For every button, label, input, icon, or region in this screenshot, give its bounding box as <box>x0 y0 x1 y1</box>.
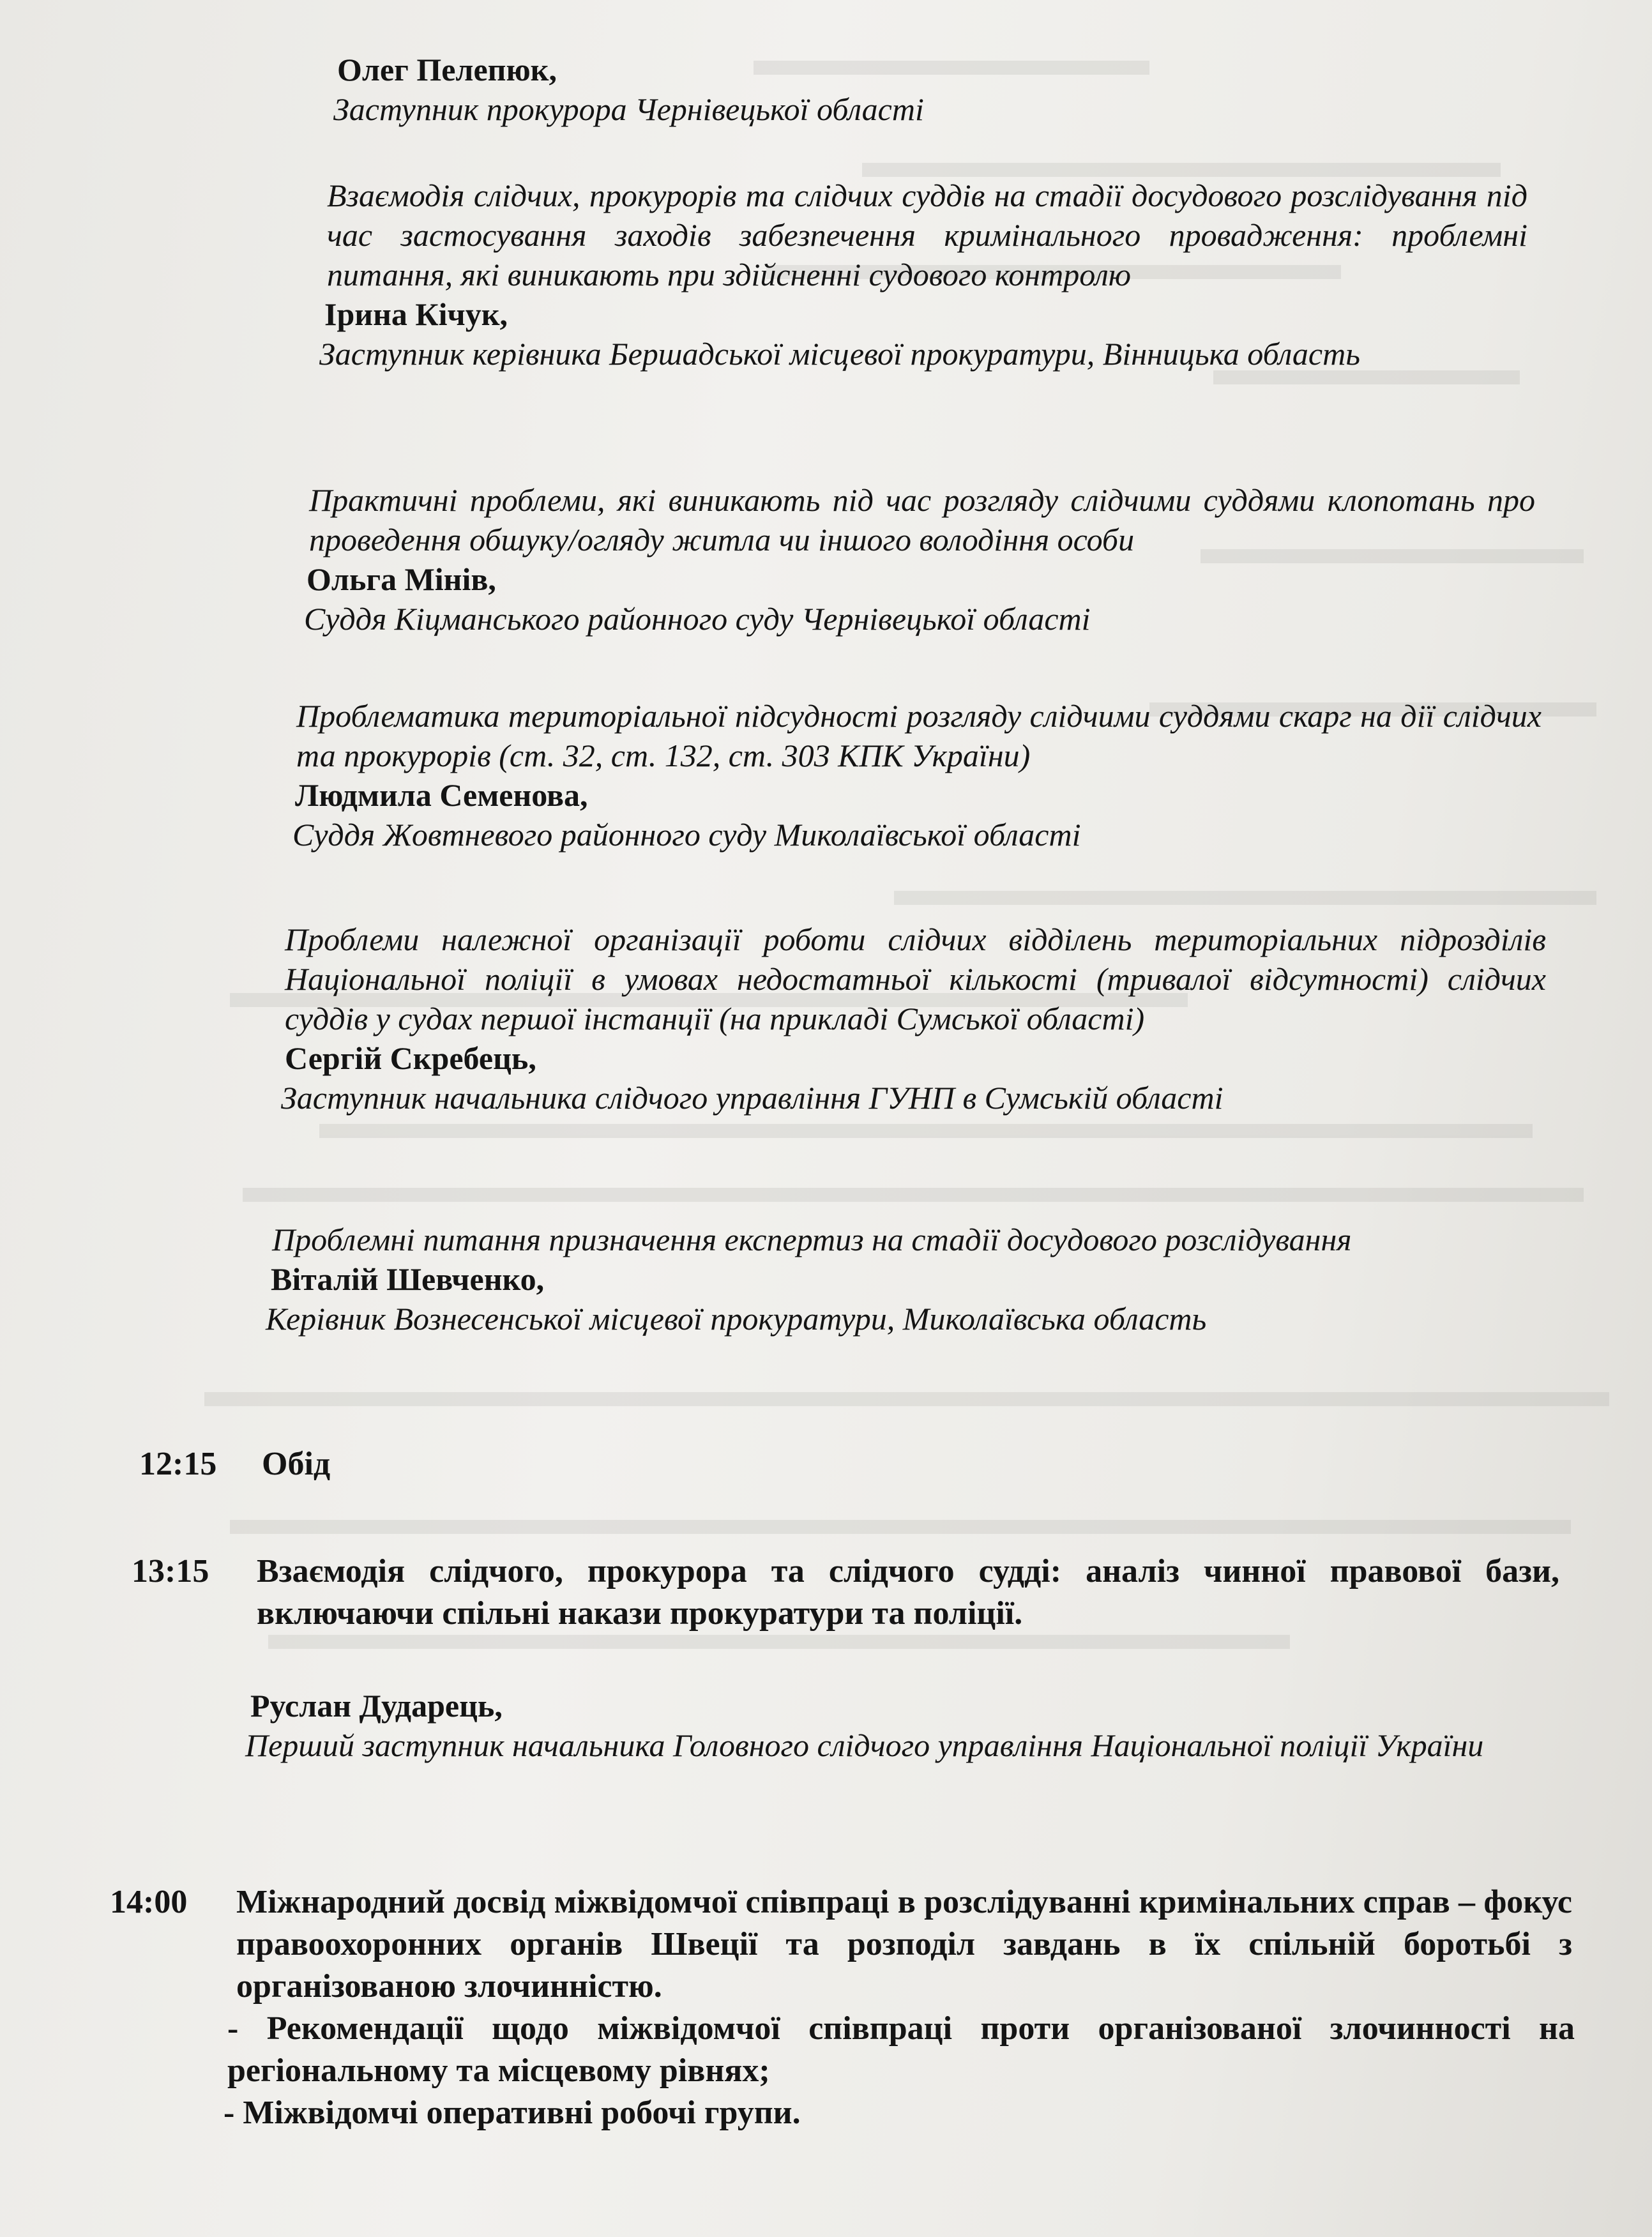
topic-block-4 <box>0 920 1652 1118</box>
topic-block-5 <box>0 1220 1652 1338</box>
agenda-item-3 <box>0 1881 1652 2134</box>
speaker-role: Перший заступник начальника Головного слідчого управління Національної поліції України <box>245 1727 1484 1763</box>
topic-text: Проблеми належної організації роботи слідчих відділень територіальних підрозділів Національної поліції в умовах недостатньої кількості (тривалої відсутності) слідчих суддів у судах першої інстанції (на прикладі Сумської області) <box>285 921 1546 1036</box>
agenda-title: Взаємодія слідчого, прокурора та слідчого судді: аналіз чинної правової бази, включаючи спільні накази прокуратури та поліції. <box>257 1553 1559 1632</box>
topic-block-1 <box>0 176 1652 374</box>
speaker-role: Заступник начальника слідчого управління ГУНП в Сумській області <box>281 1080 1224 1116</box>
topic-block-3 <box>0 696 1652 854</box>
agenda-time: 12:15 <box>139 1446 217 1482</box>
speaker-role: Заступник керівника Бершадської місцевої прокуратури, Вінницька область <box>319 336 1360 372</box>
speaker-name: Олег Пелепюк, <box>337 52 557 87</box>
topic-text: Проблематика територіальної підсудності розгляду слідчими суддями скарг на дії слідчих та прокурорів (ст. 32, ст. 132, ст. 303 КПК України) <box>296 698 1542 773</box>
agenda-title: Міжнародний досвід міжвідомчої співпраці в розслідуванні кримінальних справ – фокус правоохоронних органів Швеції та розподіл завдань в їх спільній боротьбі з організованою злочинністю. <box>236 1884 1572 2005</box>
speaker-name: Ольга Мінів, <box>307 561 496 597</box>
topic-text: Проблемні питання призначення експертиз на стадії досудового розслідування <box>272 1222 1352 1257</box>
speaker-name: Сергій Скребець, <box>285 1040 536 1076</box>
topic-text: Взаємодія слідчих, прокурорів та слідчих суддів на стадії досудового розслідування під час застосування заходів забезпечення кримінального провадження: проблемні питання, які виникають при здійсненні судового контролю <box>327 178 1527 292</box>
speaker-name: Ірина Кічук, <box>324 296 508 332</box>
agenda-time: 14:00 <box>110 1884 188 1920</box>
speaker-name: Віталій Шевченко, <box>271 1261 545 1297</box>
agenda-bullet: - Міжвідомчі оперативні робочі групи. <box>224 2095 801 2131</box>
speaker-name: Руслан Дударець, <box>250 1688 503 1724</box>
speaker-block-1 <box>0 50 1652 129</box>
speaker-block-7 <box>0 1686 1652 1765</box>
speaker-name: Людмила Семенова, <box>295 777 588 813</box>
agenda-bullet: - Рекомендації щодо міжвідомчої співпраці проти організованої злочинності на регіональному та місцевому рівнях; <box>227 2010 1575 2089</box>
speaker-role: Суддя Кіцманського районного суду Чернівецької області <box>304 601 1091 637</box>
agenda-time: 13:15 <box>132 1553 209 1589</box>
agenda-title: Обід <box>262 1446 331 1482</box>
speaker-role: Заступник прокурора Чернівецької області <box>333 91 924 127</box>
agenda-item-2 <box>0 1551 1652 1635</box>
speaker-role: Керівник Вознесенської місцевої прокуратури, Миколаївська область <box>266 1301 1207 1337</box>
topic-block-2 <box>0 480 1652 639</box>
topic-text: Практичні проблеми, які виникають під час розгляду слідчими суддями клопотань про проведення обшуку/огляду житла чи іншого володіння особи <box>309 482 1535 557</box>
speaker-role: Суддя Жовтневого районного суду Миколаївської області <box>292 817 1081 853</box>
